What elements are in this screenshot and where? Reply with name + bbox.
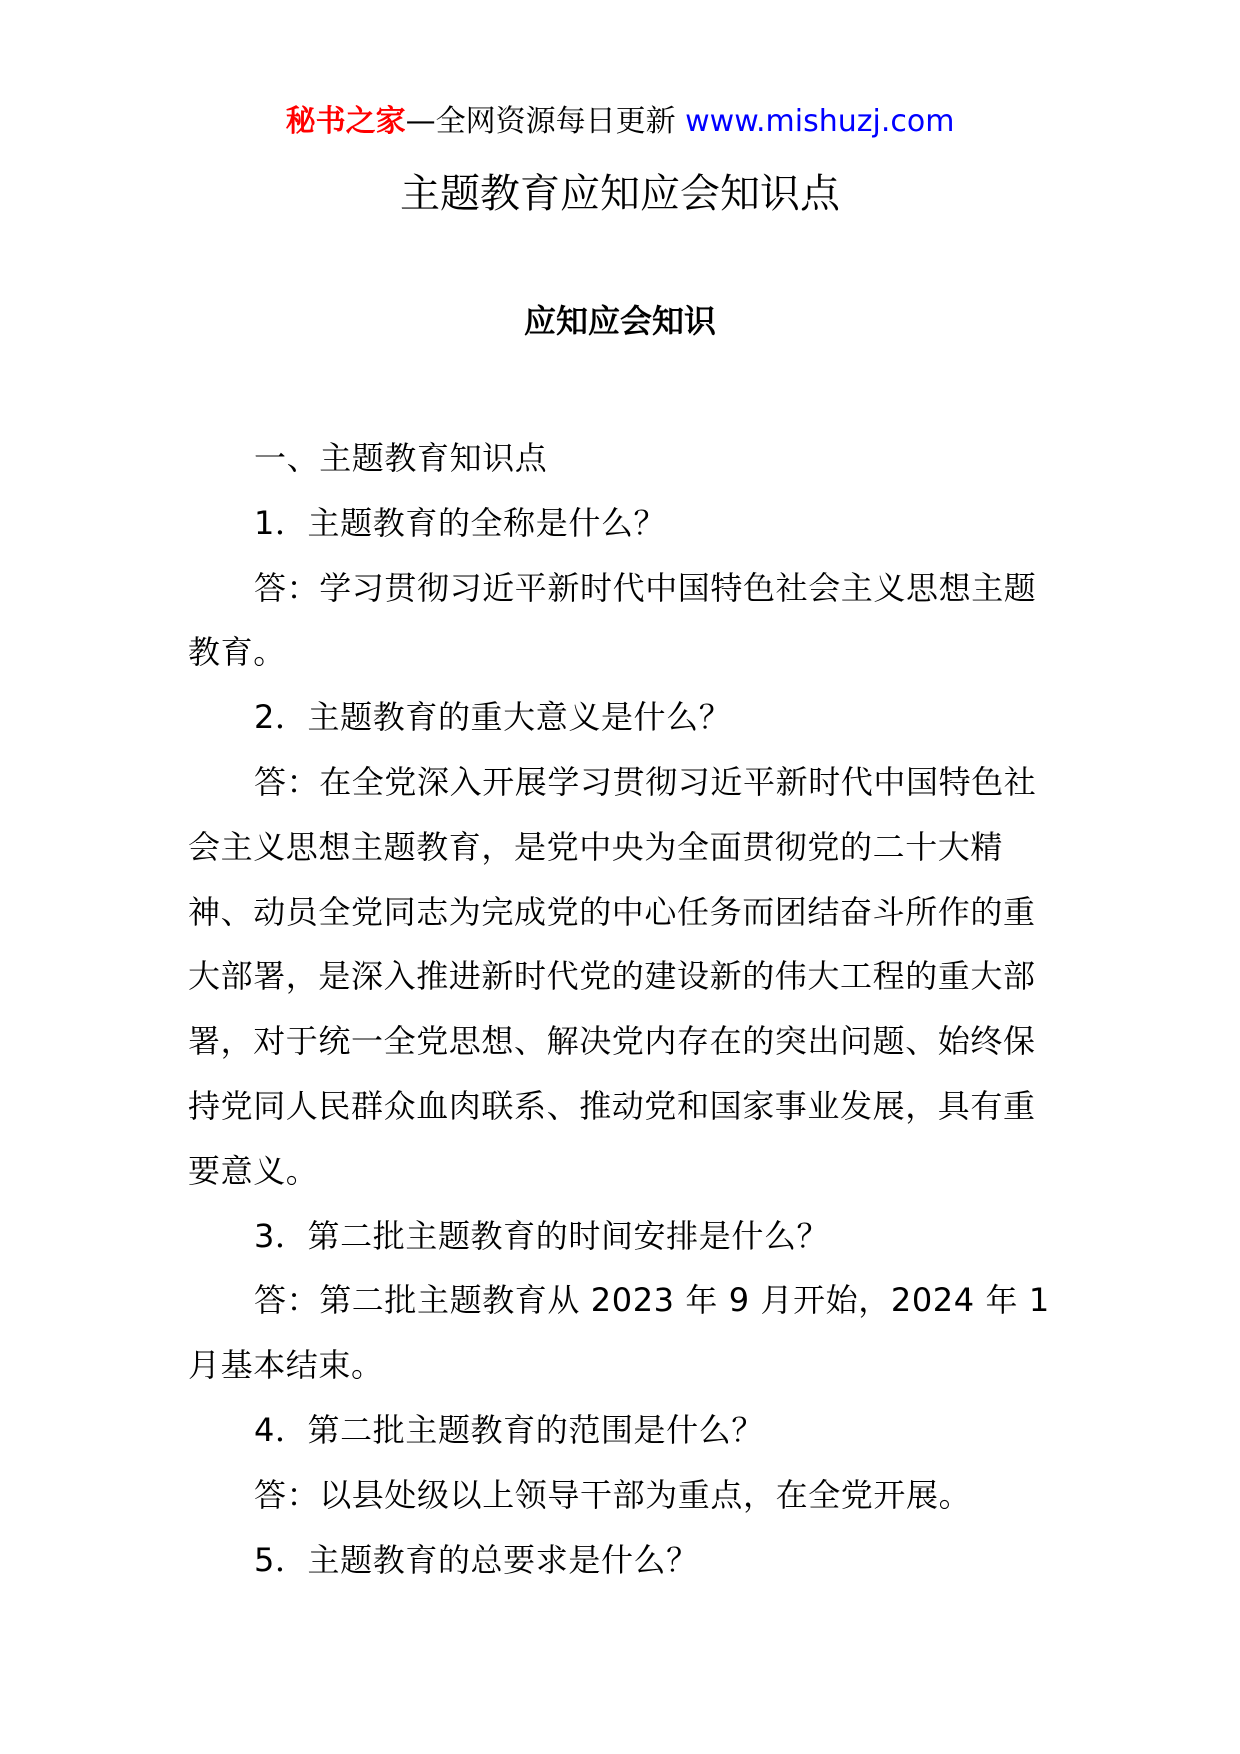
section-heading: 一、主题教育知识点 xyxy=(254,439,548,477)
answer-3: 答：第二批主题教育从 2023 年 9 月开始，2024 年 1 月基本结束。 xyxy=(188,1281,1050,1385)
question-5: 5．主题教育的总要求是什么？ xyxy=(254,1540,699,1579)
answer-1: 答：学习贯彻习近平新时代中国特色社会主义思想主题教育。 xyxy=(188,568,1037,672)
banner-tagline: —全网资源每日更新 xyxy=(405,104,686,139)
question-3: 3．第二批主题教育的时间安排是什么？ xyxy=(254,1216,830,1255)
answer-4: 答：以县处级以上领导干部为重点，在全党开展。 xyxy=(254,1475,972,1514)
section-subtitle: 应知应会知识 xyxy=(523,302,716,340)
answer-2: 答：在全党深入开展学习贯彻习近平新时代中国特色社会主义思想主题教育，是党中央为全面贯彻党的二十大精神、动员全党同志为完成党的中心任务而团结奋斗所作的重大部署，是深入推进新时代党的建设新的伟大工程的重大部署，对于统一全党思想、解决党内存在的突出问题、始终保持党同人民群众血肉联系、推动党和国家事业发展，具有重要意义。 xyxy=(188,762,1037,1190)
question-4: 4．第二批主题教育的范围是什么？ xyxy=(254,1410,764,1449)
site-banner xyxy=(0,100,1240,144)
document-body xyxy=(188,426,1058,1592)
site-url-link[interactable]: www.mishuzj.com xyxy=(685,104,955,139)
question-1: 1．主题教育的全称是什么？ xyxy=(254,503,667,542)
document-title: 主题教育应知应会知识点 xyxy=(400,171,840,217)
brand-name: 秘书之家 xyxy=(285,104,406,139)
question-2: 2．主题教育的重大意义是什么？ xyxy=(254,698,732,737)
